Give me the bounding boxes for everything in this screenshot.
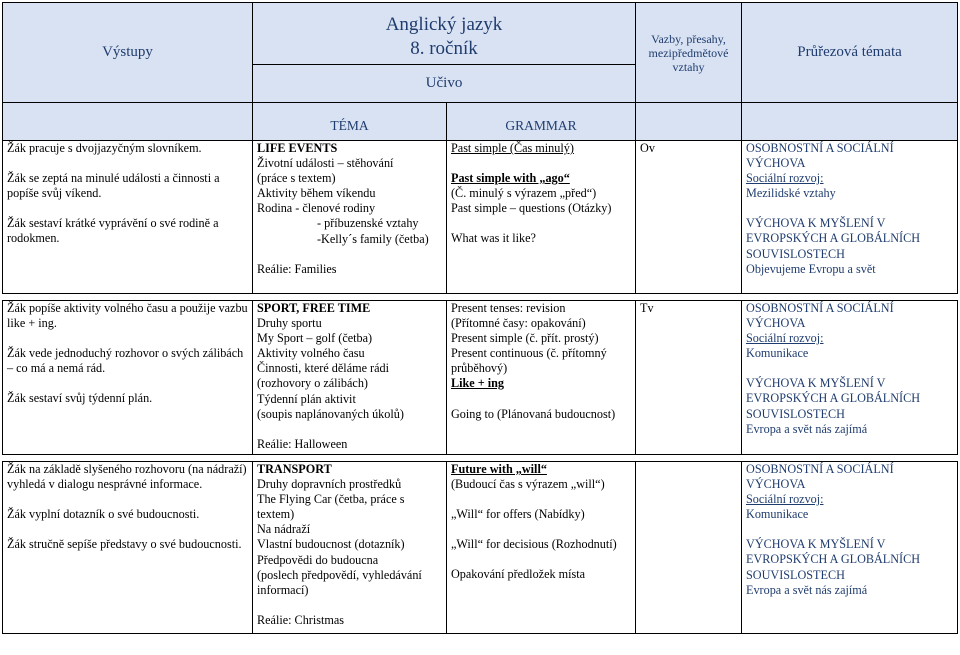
theme-cell xyxy=(253,141,447,294)
theme-item: (poslech předpovědí, vyhledávání informací) xyxy=(257,567,422,597)
cross-heading: OSOBNOSTNÍ A SOCIÁLNÍ VÝCHOVA xyxy=(746,141,894,171)
grammar-item: Present tenses: revision xyxy=(451,301,566,315)
output-item: Žák vede jednoduchý rozhovor o svých zálibách – co má a nemá rád. xyxy=(7,346,244,376)
theme-item: Aktivity volného času xyxy=(257,346,365,361)
grammar-item: „Will“ for offers (Nabídky) xyxy=(451,507,585,522)
theme-item: Týdenní plán aktivit xyxy=(257,391,356,406)
theme-item: (práce s textem) xyxy=(257,171,336,186)
grammar-item: Going to (Plánovaná budoucnost) xyxy=(451,406,616,421)
links-cell: Ov xyxy=(636,141,742,294)
theme-item: Druhy dopravních prostředků xyxy=(257,477,402,492)
grade-title: 8. ročník xyxy=(410,37,478,59)
subheader-blank-3 xyxy=(742,103,958,141)
theme-item: -Kelly´s family (četba) xyxy=(317,231,429,246)
page-title xyxy=(253,3,636,65)
cross-heading: VÝCHOVA K MYŠLENÍ V EVROPSKÝCH A GLOBÁLNÍCH SOUVISLOSTECH xyxy=(746,537,921,582)
grammar-item: What was it like? xyxy=(451,231,536,246)
theme-item: Druhy sportu xyxy=(257,316,322,331)
output-item: Žák vyplní dotazník o své budoucnosti. xyxy=(7,507,200,522)
theme-subheader: TÉMA xyxy=(253,103,447,141)
links-header: Vazby, přesahy, mezipředmětové vztahy xyxy=(636,3,742,103)
subheader-blank xyxy=(3,103,253,141)
realia: Reálie: Christmas xyxy=(257,612,344,627)
subheader-blank-2 xyxy=(636,103,742,141)
cross-subheading: Sociální rozvoj: xyxy=(746,171,824,186)
outputs-cell xyxy=(3,462,253,634)
outputs-header: Výstupy xyxy=(3,3,253,103)
cross-item: Komunikace xyxy=(746,507,809,522)
theme-title: SPORT, FREE TIME xyxy=(257,301,371,315)
cross-heading: VÝCHOVA K MYŠLENÍ V EVROPSKÝCH A GLOBÁLNÍCH SOUVISLOSTECH xyxy=(746,216,921,261)
grammar-item: Past simple with „ago“ xyxy=(451,171,570,186)
table-row xyxy=(3,141,958,294)
realia: Reálie: Families xyxy=(257,261,337,276)
cross-item: Mezilidské vztahy xyxy=(746,186,836,201)
cross-subheading: Sociální rozvoj: xyxy=(746,331,824,346)
output-item: Žák popíše aktivity volného času a použije vazbu like + ing. xyxy=(7,301,248,331)
outputs-cell xyxy=(3,301,253,455)
cross-subheading: Sociální rozvoj: xyxy=(746,492,824,507)
theme-title: LIFE EVENTS xyxy=(257,141,338,155)
theme-item: Předpovědi do budoucna xyxy=(257,552,379,567)
theme-item: Na nádraží xyxy=(257,522,311,537)
grammar-item: Like + ing xyxy=(451,376,504,391)
theme-item: (rozhovory o zálibách) xyxy=(257,376,368,391)
theme-item: The Flying Car (četba, práce s textem) xyxy=(257,492,405,522)
cross-header: Průřezová témata xyxy=(742,3,958,103)
grammar-cell xyxy=(447,141,636,294)
output-item: Žák sestaví krátké vyprávění o své rodině a rodokmen. xyxy=(7,216,219,246)
theme-item: Rodina - členové rodiny xyxy=(257,201,376,216)
grammar-subheader: GRAMMAR xyxy=(447,103,636,141)
grammar-item: Present simple (č. přít. prostý) xyxy=(451,331,599,346)
grammar-item: Future with „will“ xyxy=(451,462,547,476)
table-row xyxy=(3,301,958,455)
output-item: Žák na základě slyšeného rozhovoru (na nádraží) vyhledá v dialogu nesprávné informace. xyxy=(7,462,247,492)
theme-cell xyxy=(253,301,447,455)
table-row xyxy=(3,462,958,634)
links-cell xyxy=(636,462,742,634)
grammar-item: „Will“ for decisious (Rozhodnutí) xyxy=(451,537,617,552)
links-cell: Tv xyxy=(636,301,742,455)
grammar-item: Opakování předložek místa xyxy=(451,567,586,582)
grammar-item: (Přítomné časy: opakování) xyxy=(451,316,586,331)
output-item: Žák se zeptá na minulé události a činnosti a popíše svůj víkend. xyxy=(7,171,220,201)
content-header: Učivo xyxy=(253,65,636,103)
output-item: Žák pracuje s dvojjazyčným slovníkem. xyxy=(7,141,202,155)
grammar-cell xyxy=(447,462,636,634)
title-row xyxy=(3,3,958,65)
cross-item: Objevujeme Evropu a svět xyxy=(746,261,876,276)
cross-item: Evropa a svět nás zajímá xyxy=(746,421,868,436)
cross-item: Evropa a svět nás zajímá xyxy=(746,582,868,597)
cross-item: Komunikace xyxy=(746,346,809,361)
theme-title: TRANSPORT xyxy=(257,462,332,476)
cross-heading: OSOBNOSTNÍ A SOCIÁLNÍ VÝCHOVA xyxy=(746,462,894,492)
grammar-item: Past simple – questions (Otázky) xyxy=(451,201,612,216)
cross-cell xyxy=(742,462,958,634)
realia: Reálie: Halloween xyxy=(257,436,348,451)
subject-title: Anglický jazyk xyxy=(385,13,503,35)
subheader-row xyxy=(3,103,958,141)
theme-item: Vlastní budoucnost (dotazník) xyxy=(257,537,405,552)
output-item: Žák sestaví svůj týdenní plán. xyxy=(7,391,153,406)
cross-heading: VÝCHOVA K MYŠLENÍ V EVROPSKÝCH A GLOBÁLNÍCH SOUVISLOSTECH xyxy=(746,376,921,421)
grammar-item: (Č. minulý s výrazem „před“) xyxy=(451,186,597,201)
curriculum-table xyxy=(2,2,958,634)
cross-cell xyxy=(742,141,958,294)
theme-item: - příbuzenské vztahy xyxy=(317,216,419,231)
theme-item: Životní události – stěhování xyxy=(257,156,394,171)
cross-heading: OSOBNOSTNÍ A SOCIÁLNÍ VÝCHOVA xyxy=(746,301,894,331)
outputs-cell xyxy=(3,141,253,294)
cross-cell xyxy=(742,301,958,455)
grammar-cell xyxy=(447,301,636,455)
theme-item: (soupis naplánovaných úkolů) xyxy=(257,406,404,421)
grammar-item: (Budoucí čas s výrazem „will“) xyxy=(451,477,605,492)
theme-cell xyxy=(253,462,447,634)
theme-item: Činnosti, které děláme rádi xyxy=(257,361,389,376)
grammar-item: Past simple (Čas minulý) xyxy=(451,141,574,155)
output-item: Žák stručně sepíše představy o své budoucnosti. xyxy=(7,537,242,552)
grammar-item: Present continuous (č. přítomný průběhový) xyxy=(451,346,607,376)
theme-item: Aktivity během víkendu xyxy=(257,186,376,201)
theme-item: My Sport – golf (četba) xyxy=(257,331,373,346)
